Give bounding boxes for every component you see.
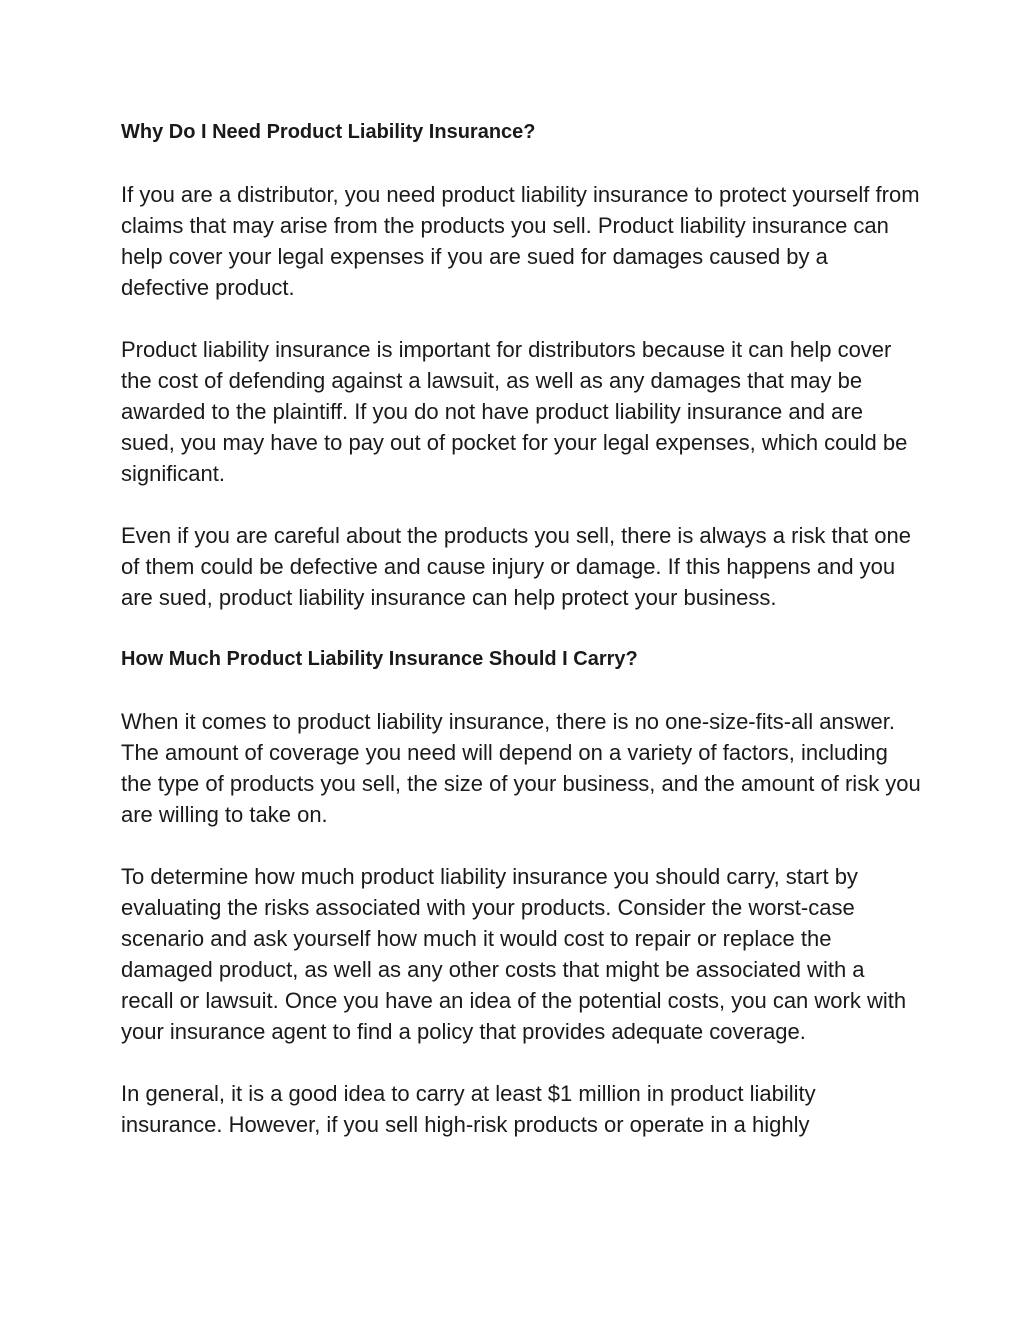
paragraph: Even if you are careful about the products you sell, there is always a risk that one of them could be defective and cause injury or damage. If this happens and you are sued, product liability insurance can help protect your business. bbox=[121, 523, 911, 610]
spacer bbox=[121, 675, 921, 706]
paragraph: If you are a distributor, you need product liability insurance to protect yourself from claims that may arise from the products you sell. Product liability insurance can help cover your legal expenses if you are sued for damages caused by a defective product. bbox=[121, 182, 920, 300]
spacer bbox=[121, 613, 921, 644]
spacer bbox=[121, 489, 921, 520]
document-page bbox=[121, 117, 921, 1140]
spacer bbox=[121, 830, 921, 861]
spacer bbox=[121, 303, 921, 334]
paragraph: To determine how much product liability insurance you should carry, start by evaluating the risks associated with your products. Consider the worst-case scenario and ask yourself how much it would cost to repair or replace the damaged product, as well as any other costs that might be associated with a recall or lawsuit. Once you have an idea of the potential costs, you can work with your insurance agent to find a policy that provides adequate coverage. bbox=[121, 864, 907, 1044]
spacer bbox=[121, 148, 921, 179]
paragraph: Product liability insurance is important for distributors because it can help cover the cost of defending against a lawsuit, as well as any damages that may be awarded to the plaintiff. If you do not have product liability insurance and are sued, you may have to pay out of pocket for your legal expenses, which could be significant. bbox=[121, 337, 908, 486]
paragraph: In general, it is a good idea to carry at least $1 million in product liability insurance. However, if you sell high-risk products or operate in a highly bbox=[121, 1081, 816, 1137]
spacer bbox=[121, 1047, 921, 1078]
section-heading-why-need: Why Do I Need Product Liability Insurance? bbox=[121, 121, 536, 143]
paragraph: When it comes to product liability insurance, there is no one-size-fits-all answer. The amount of coverage you need will depend on a variety of factors, including the type of products you sell, the size of your business, and the amount of risk you are willing to take on. bbox=[121, 709, 921, 827]
section-heading-how-much: How Much Product Liability Insurance Should I Carry? bbox=[121, 648, 638, 670]
